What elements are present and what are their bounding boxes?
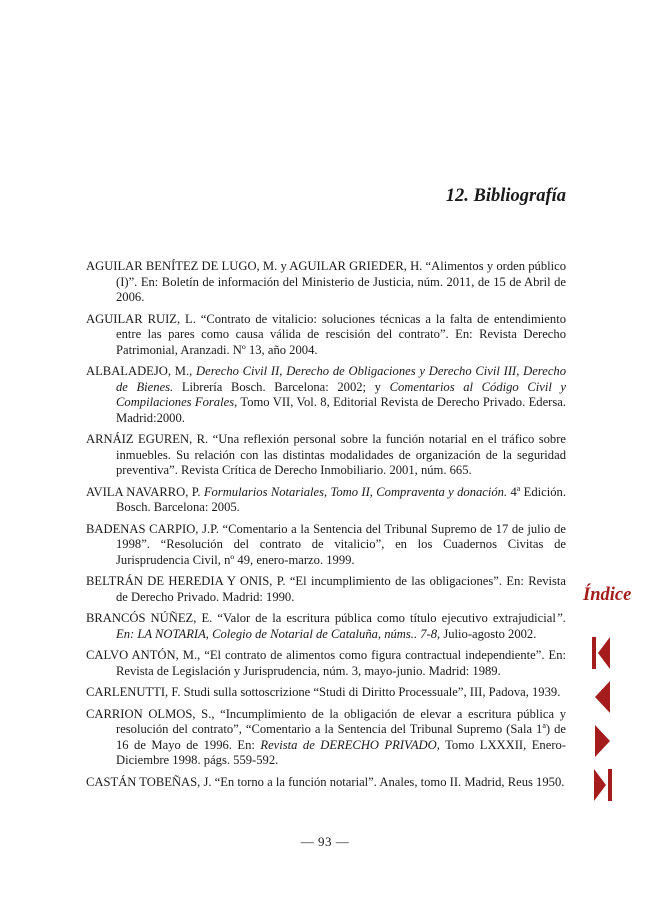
next-page-button[interactable] <box>590 721 614 761</box>
entry-text: BELTRÁN DE HEREDIA Y ONIS, P. “El incumplimiento de las obligaciones”. En: Revista de Derecho Privado. Madrid: 1990. <box>86 574 566 604</box>
entry-text: CALVO ANTÓN, M., “El contrato de alimentos como figura contractual independiente”. En: Revista de Legislación y Jurisprudencia, núm. 3, mayo-junio. Madrid: 1989. <box>86 648 566 678</box>
entry-superscript: a <box>516 483 521 493</box>
last-page-icon <box>590 765 614 805</box>
index-link[interactable]: Índice <box>583 585 632 605</box>
bibliography-entry <box>86 364 566 426</box>
last-page-button[interactable] <box>590 765 614 805</box>
entry-text: 4 <box>507 484 517 499</box>
entry-text: , Julio-agosto 2002. <box>437 626 537 641</box>
entry-text: AGUILAR RUIZ, L. “Contrato de vitalicio: soluciones técnicas a la falta de entendimiento entre las pares como causa válida de rescisión del contrato”. En: Revista Derecho Patrimonial, Aranzadi. Nº 13, año 2004. <box>86 311 566 357</box>
bibliography-entry <box>86 611 566 642</box>
entry-text: ALBALADEJO, M., <box>86 364 197 378</box>
bibliography-entry <box>86 775 566 791</box>
bibliography-entry <box>86 685 566 701</box>
bibliography-entry <box>86 522 566 569</box>
entry-text: ) de 16 de Mayo de 1996. En: <box>116 722 566 752</box>
previous-page-icon <box>590 677 614 717</box>
entry-italic-text: Revista de DERECHO PRIVADO, <box>260 737 440 752</box>
first-page-button[interactable] <box>590 633 614 673</box>
entry-text: BRANCÓS NÚÑEZ, E. “Valor de la escritura pública como título ejecutivo extrajudicial <box>86 611 556 625</box>
bibliography-entry <box>86 312 566 359</box>
entry-text: Librería Bosch. Barcelona: 2002; y <box>173 379 390 394</box>
bibliography-list <box>86 259 566 796</box>
next-page-icon <box>590 721 614 761</box>
entry-text: BADENAS CARPIO, J.P. “Comentario a la Sentencia del Tribunal Supremo de 17 de julio de 1998”. “Resolución del contrato de vitalicio”, en los Cuadernos Civitas de Jurisprudencia Civil, nº 49, enero-marzo. 1999. <box>86 521 566 567</box>
first-page-icon <box>590 633 614 673</box>
entry-italic-text: Formularios Notariales, Tomo II, Compraventa y donación. <box>203 484 508 499</box>
entry-italic-text: ”. En: <box>116 611 566 641</box>
entry-text: AGUILAR BENÍTEZ DE LUGO, M. y AGUILAR GRIEDER, H. “Alimentos y orden público (I)”. En: Boletín de información del Ministerio de Justicia, núm. 2011, de 15 de Abril de 2006. <box>86 259 566 304</box>
previous-page-button[interactable] <box>590 677 614 717</box>
page-number: — 93 — <box>300 834 350 849</box>
entry-italic-text: LA NOTARIA, Colegio de Notarial de Cataluña, núms.. 7-8 <box>137 626 438 641</box>
bibliography-entry <box>86 432 566 479</box>
entry-text: ARNÁIZ EGUREN, R. “Una reflexión personal sobre la función notarial en el tráfico sobre inmuebles. Su relación con las distintas modalidades de organización de la seguridad preventiva”. Revista Crítica de Derecho Inmobiliario. 2001, núm. 665. <box>86 432 566 477</box>
entry-text: AVILA NAVARRO, P. <box>86 484 204 499</box>
entry-italic-text: Comentarios al Código Civil y Compilaciones Forales <box>116 379 567 409</box>
bibliography-entry <box>86 574 566 605</box>
entry-text: CARLENUTTI, F. Studi sulla sottoscrizione “Studi di Diritto Processuale”, III, Padova, 1939. <box>86 685 561 699</box>
entry-text: CARRION OLMOS, S., “Incumplimiento de la obligación de elevar a escritura pública y resolución del contrato”, “Comentario a la Sentencia del Tribunal Supremo (Sala 1 <box>86 706 566 736</box>
bibliography-entry <box>86 485 566 516</box>
entry-text: Tomo LXXXII, Enero-Diciembre 1998. págs. 559-592. <box>116 737 567 767</box>
bibliography-entry <box>86 707 566 769</box>
entry-text: , Tomo VII, Vol. 8, Editorial Revista de Derecho Privado. Edersa. Madrid:2000. <box>116 395 567 425</box>
bibliography-entry <box>86 259 566 306</box>
entry-italic-text: Derecho Civil II, Derecho de Obligaciones y Derecho Civil III, Derecho de Bienes. <box>116 364 567 394</box>
page-title: 12. Bibliografía <box>445 186 566 206</box>
entry-text: Edición. Bosch. Barcelona: 2005. <box>116 484 566 514</box>
entry-superscript: a <box>542 721 546 730</box>
entry-text: CASTÁN TOBEÑAS, J. “En torno a la función notarial”. Anales, tomo II. Madrid, Reus 1950. <box>86 774 565 789</box>
bibliography-entry <box>86 648 566 679</box>
